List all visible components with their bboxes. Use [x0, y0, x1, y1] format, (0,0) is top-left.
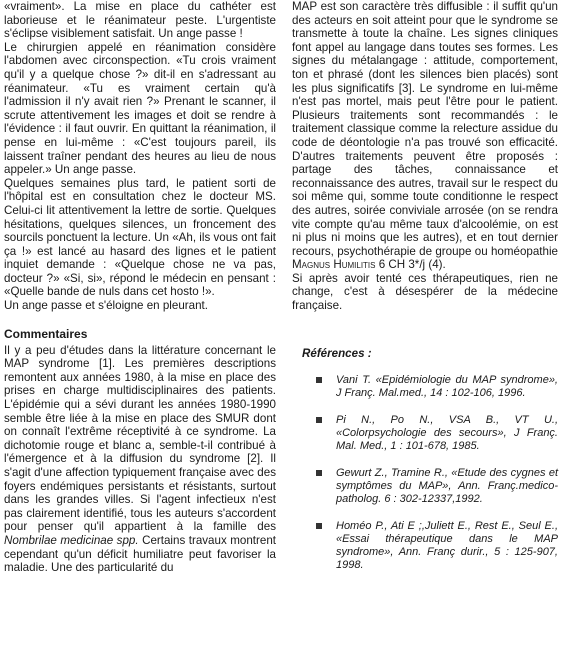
reference-item: [316, 467, 558, 506]
reference-item: [316, 414, 558, 453]
left-column: [4, 0, 276, 575]
comment-italic-species: Nombrilae medicinae spp.: [4, 533, 139, 547]
paragraph-4: Un ange passe et s'éloigne en pleurant.: [4, 299, 208, 313]
comment-text-end: Certains travaux montrent cependant qu'un déficit humiliatre peut favoriser la maladie. Une des particularité du: [4, 533, 276, 575]
paragraph-1: «vraiment». La mise en place du cathéter est laborieuse et le réanimateur peste. L'urgentiste s'éclipse visiblement satisfait. Un ange passe !: [4, 0, 276, 41]
right-paragraph-1-end: 6 CH 3*/j (4).: [378, 258, 446, 272]
reference-item: [316, 374, 558, 400]
commentaires-heading: Commentaires: [4, 326, 88, 341]
reference-text: Pi N., Po N., VSA B., VT U., «Colorpsychologie des secours», J Franç. Mal. Med., 1 : 101-678, 1985.: [336, 413, 558, 452]
reference-item: [316, 520, 558, 572]
comment-text-start: Il y a peu d'études dans la littérature concernant le MAP syndrome [1]. Les premières descriptions remontent aux années 1980, à la mise en place des prises en charge multidisciplinaires des patients. L'épidémie qui a sévi durant les années 1980-1990 semble être liée à la mise en place des SMUR dont on connaît l'extrême réceptivité à ce syndrome. La dichotomie rouge et blanc a, semble-t-il contribué à l'émergence et à la diffusion du syndrome [2]. Il s'agit d'une affection typiquement française avec des foyers endémiques persistants et résistants, surtout dans les grandes villes. Si l'agent infectieux n'est pas clairement identifié, tous les auteurs s'accordent pour penser qu'il appartient à la famille des: [4, 343, 276, 534]
reference-text: Homéo P., Ati E ;,Juliett E., Rest E., Seul E., «Essai thérapeutique dans le MAP syndrome», Ann. Franç durir., 5 : 125-907, 1998.: [336, 519, 558, 571]
comment-paragraph: [4, 344, 276, 575]
homeopathy-name: Magnus Humilitis: [292, 258, 376, 272]
paragraph-3: Quelques semaines plus tard, le patient sorti de l'hôpital est en consultation chez le docteur MS. Celui-ci lit attentivement la lettre de sortie. Quelques hésitations, quelques silences, un froncement des sourcils ponctuent la lecture. Un «Ah, ils vous ont fait ça !» est lancé au hasard des lignes et le patient inquiet demande : «Quelque chose ne va pas, docteur ?» «Si, si», répond le médecin en pensant : «Quelle bande de nuls dans cet hosto !».: [4, 176, 276, 299]
bullet-icon: [316, 417, 322, 423]
right-paragraph-1: [292, 0, 558, 272]
right-paragraph-2: Si après avoir tenté ces thérapeutiques, rien ne change, c'est à désespérer de la médecine française.: [292, 271, 558, 313]
reference-text: Vani T. «Epidémiologie du MAP syndrome», J Franç. Mal.med., 14 : 102-106, 1996.: [336, 373, 558, 399]
references-heading: Références :: [302, 346, 372, 360]
references-section: [292, 347, 558, 572]
references-list: [292, 374, 558, 572]
paragraph-2: Le chirurgien appelé en réanimation considère l'abdomen avec circonspection. «Tu crois vraiment qu'il y a quelque chose ?» dit-il en s'adressant au réanimateur. «Tu es vraiment certain qu'à l'admission il n'y avait rien ?» Prenant le scanner, il scrute attentivement les images et doit se rendre à l'évidence : il faut ouvrir. En quittant la réanimation, il pense en lui-même : «C'est toujours pareil, ils laissent traîner pendant des heures au lieu de nous appeler.» Un ange passe.: [4, 40, 276, 177]
right-column: [292, 0, 558, 586]
bullet-icon: [316, 523, 322, 529]
bullet-icon: [316, 470, 322, 476]
reference-text: Gewurt Z., Tramine R., «Etude des cygnes et symptômes du MAP», Ann. Franç.medico-patholog. 6 : 302-12337,1992.: [336, 466, 558, 505]
bullet-icon: [316, 377, 322, 383]
right-paragraph-1-text: MAP est son caractère très diffusible : il suffit qu'un des acteurs en soit atteint pour que le syndrome se transmette à toute la chaîne. Les signes cliniques font appel au langage dans toutes ses formes. Les signes du métalangage : attitude, comportement, ton et phrasé (dont les silences bien placés) sont les plus significatifs [3]. Le syndrome en lui-même n'est pas mortel, mais peut l'être pour le patient. Plusieurs traitements sont recommandés : le traitement classique comme la relecture assidue du code de déontologie n'a pas trouvé son efficacité. D'autres traitements peuvent être proposés : partage des tâches, connaissance et reconnaissance des autres, travail sur le respect du soi même qui, somme toute conditionne le respect des autres, soirée conviviale arrosée (on se rendra vite compte qu'au même taux d'alcoolémie, on est ni plus ni moins que les autres), et en tout dernier recours, psychothérapie de groupe ou homéopathie: [292, 0, 558, 258]
